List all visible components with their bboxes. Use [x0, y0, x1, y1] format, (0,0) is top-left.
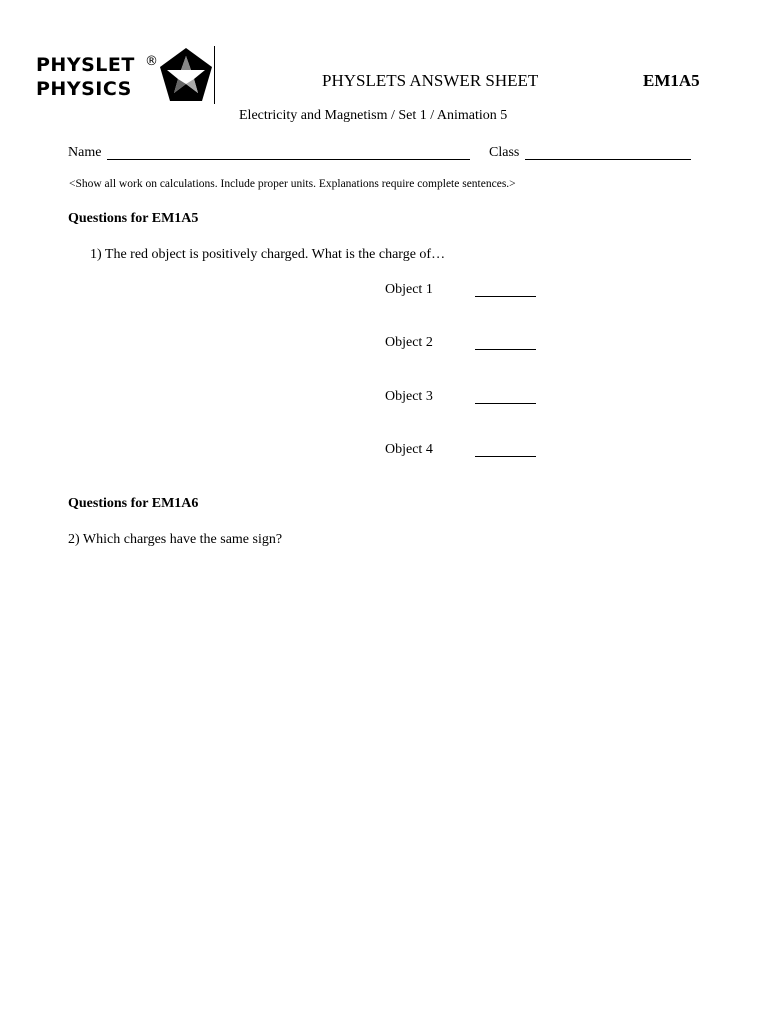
- name-label: Name: [68, 145, 102, 160]
- object-1-label: Object 1: [385, 282, 433, 297]
- registered-mark: ®: [145, 54, 158, 69]
- logo-line-2: PHYSICS: [36, 78, 132, 100]
- object-2-answer-blank[interactable]: [475, 349, 536, 350]
- question-1: 1) The red object is positively charged. What is the charge of…: [90, 247, 446, 262]
- object-2-label: Object 2: [385, 335, 433, 350]
- section-2-heading: Questions for EM1A6: [68, 496, 199, 511]
- logo-line-1: PHYSLET: [36, 54, 135, 76]
- object-3-answer-blank[interactable]: [475, 403, 536, 404]
- class-field[interactable]: [525, 159, 691, 160]
- section-1-heading: Questions for EM1A5: [68, 211, 199, 226]
- animation-code: EM1A5: [643, 71, 700, 90]
- class-label: Class: [489, 145, 520, 160]
- sheet-title: PHYSLETS ANSWER SHEET: [322, 71, 539, 90]
- object-4-answer-blank[interactable]: [475, 456, 536, 457]
- star-pentagon-icon: [158, 46, 214, 104]
- name-field[interactable]: [107, 159, 470, 160]
- object-1-answer-blank[interactable]: [475, 296, 536, 297]
- physlet-physics-logo: [34, 44, 218, 106]
- subtitle: Electricity and Magnetism / Set 1 / Animation 5: [239, 108, 508, 123]
- header-divider: [214, 46, 215, 104]
- question-2: 2) Which charges have the same sign?: [68, 532, 283, 547]
- object-3-label: Object 3: [385, 389, 433, 404]
- instructions: <Show all work on calculations. Include proper units. Explanations require complete sentences.>: [69, 178, 516, 190]
- object-4-label: Object 4: [385, 442, 433, 457]
